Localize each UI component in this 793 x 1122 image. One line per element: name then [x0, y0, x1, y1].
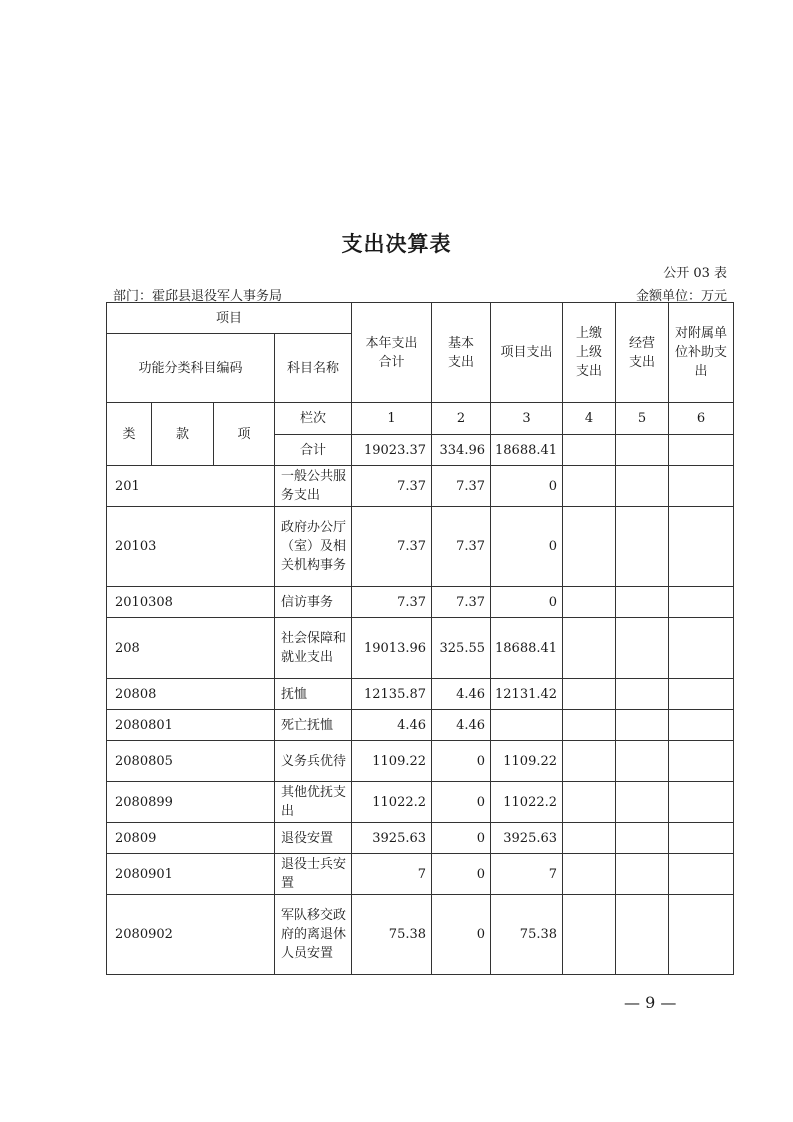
row-basic: 7.37 [432, 587, 491, 618]
table-row [107, 823, 734, 854]
page-number: — 9 — [624, 993, 677, 1012]
row-code: 20809 [107, 823, 275, 854]
row-basic: 7.37 [432, 507, 491, 587]
row-basic: 4.46 [432, 679, 491, 710]
row-code: 2080899 [107, 782, 275, 823]
column-number: 1 [352, 403, 432, 435]
row-project: 0 [491, 587, 563, 618]
row-total: 7 [352, 854, 432, 895]
table-row [107, 587, 734, 618]
header-subsidy: 对附属单位补助支出 [669, 303, 734, 403]
table-row [107, 466, 734, 507]
header-lei: 类 [107, 403, 152, 466]
row-total: 12135.87 [352, 679, 432, 710]
table-row [107, 782, 734, 823]
row-total: 75.38 [352, 895, 432, 975]
row-basic: 0 [432, 741, 491, 782]
row-code: 20808 [107, 679, 275, 710]
expenditure-table [106, 302, 734, 975]
header-business: 经营支出 [616, 303, 669, 403]
row-code: 2010308 [107, 587, 275, 618]
row-basic: 325.55 [432, 618, 491, 679]
header-total: 本年支出合计 [352, 303, 432, 403]
header-basic: 基本支出 [432, 303, 491, 403]
row-subject-name: 退役安置 [275, 823, 352, 854]
row-total: 7.37 [352, 466, 432, 507]
row-total: 4.46 [352, 710, 432, 741]
row-project: 75.38 [491, 895, 563, 975]
row-subject-name: 信访事务 [275, 587, 352, 618]
row-project: 0 [491, 507, 563, 587]
row-project: 18688.41 [491, 618, 563, 679]
row-subject-name: 义务兵优待 [275, 741, 352, 782]
header-subject-name: 科目名称 [275, 334, 352, 403]
row-subject-name: 退役士兵安置 [275, 854, 352, 895]
currency-unit-label: 金额单位：万元 [635, 289, 727, 304]
header-code: 功能分类科目编码 [107, 334, 275, 403]
table-row [107, 710, 734, 741]
row-code: 20103 [107, 507, 275, 587]
row-project: 3925.63 [491, 823, 563, 854]
header-upper: 上缴上级支出 [563, 303, 616, 403]
table-row [107, 679, 734, 710]
department-label: 部门：霍邱县退役军人事务局 [113, 289, 283, 304]
row-basic: 0 [432, 782, 491, 823]
totals-label: 合计 [275, 435, 352, 466]
row-subject-name: 政府办公厅（室）及相关机构事务 [275, 507, 352, 587]
row-subject-name: 抚恤 [275, 679, 352, 710]
row-subject-name: 一般公共服务支出 [275, 466, 352, 507]
row-code: 2080902 [107, 895, 275, 975]
row-basic: 0 [432, 854, 491, 895]
column-number: 6 [669, 403, 734, 435]
table-row [107, 507, 734, 587]
row-total: 7.37 [352, 587, 432, 618]
row-basic: 0 [432, 895, 491, 975]
header-project: 项目 [107, 303, 352, 334]
totals-project: 18688.41 [491, 435, 563, 466]
row-project: 12131.42 [491, 679, 563, 710]
column-number-label: 栏次 [275, 403, 352, 435]
form-number: 公开 03 表 [663, 266, 727, 281]
row-project: 1109.22 [491, 741, 563, 782]
row-total: 3925.63 [352, 823, 432, 854]
row-subject-name: 社会保障和就业支出 [275, 618, 352, 679]
table-row [107, 618, 734, 679]
header-xiang: 项 [214, 403, 275, 466]
column-number: 4 [563, 403, 616, 435]
row-subject-name: 其他优抚支出 [275, 782, 352, 823]
row-project: 11022.2 [491, 782, 563, 823]
page-title: 支出决算表 [341, 232, 452, 256]
row-code: 201 [107, 466, 275, 507]
row-code: 2080901 [107, 854, 275, 895]
table-row [107, 895, 734, 975]
row-project: 0 [491, 466, 563, 507]
row-subject-name: 死亡抚恤 [275, 710, 352, 741]
row-code: 2080805 [107, 741, 275, 782]
row-code: 208 [107, 618, 275, 679]
column-number: 5 [616, 403, 669, 435]
row-subject-name: 军队移交政府的离退休人员安置 [275, 895, 352, 975]
row-code: 2080801 [107, 710, 275, 741]
row-basic: 7.37 [432, 466, 491, 507]
column-number: 3 [491, 403, 563, 435]
row-total: 11022.2 [352, 782, 432, 823]
row-total: 7.37 [352, 507, 432, 587]
row-project: 7 [491, 854, 563, 895]
row-project [491, 710, 563, 741]
totals-total: 19023.37 [352, 435, 432, 466]
header-kuan: 款 [152, 403, 214, 466]
row-basic: 4.46 [432, 710, 491, 741]
row-total: 1109.22 [352, 741, 432, 782]
row-basic: 0 [432, 823, 491, 854]
table-row [107, 741, 734, 782]
table-row [107, 854, 734, 895]
column-number: 2 [432, 403, 491, 435]
totals-basic: 334.96 [432, 435, 491, 466]
header-project-expenditure: 项目支出 [491, 303, 563, 403]
row-total: 19013.96 [352, 618, 432, 679]
